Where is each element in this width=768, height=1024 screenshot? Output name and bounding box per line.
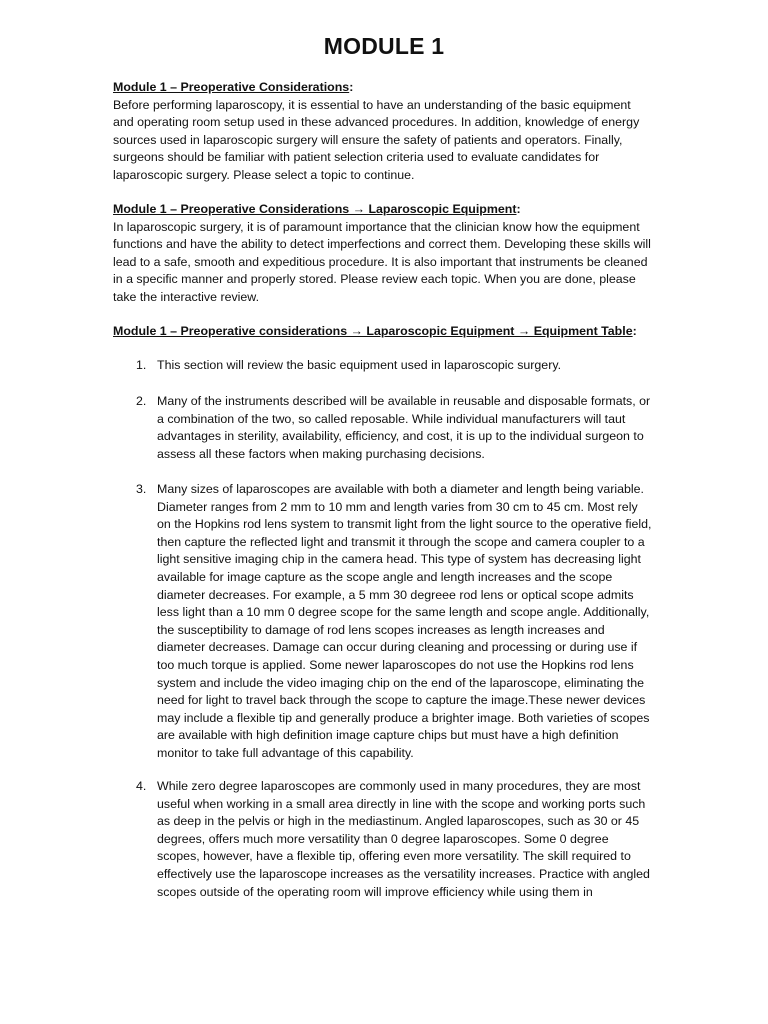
numbered-list <box>113 778 653 901</box>
list-item-number: 4. <box>136 779 147 793</box>
section-laparoscopic-equipment <box>113 201 653 307</box>
page-title: MODULE 1 <box>323 33 445 59</box>
section-heading-text: Module 1 – Preoperative Considerations → Laparoscopic Equipment <box>113 202 517 216</box>
section-heading <box>113 323 653 341</box>
heading-colon: : <box>516 202 521 216</box>
list-item <box>113 778 653 901</box>
list-item <box>113 357 653 375</box>
section-equipment-table <box>113 323 653 341</box>
heading-colon: : <box>632 324 637 338</box>
list-item-text: This section will review the basic equipment used in laparoscopic surgery. <box>157 358 562 372</box>
numbered-list <box>113 481 653 763</box>
section-heading-text: Module 1 – Preoperative Considerations <box>113 80 350 94</box>
section-preoperative <box>113 79 653 185</box>
section-heading <box>113 201 653 219</box>
list-item-text: Many of the instruments described will be available in reusable and disposable formats, or a combination of the two, so called reposable. While individual manufacturers will taut advantages in sterility, availability, efficiency, and cost, it is up to the individual surgeon to assess all these factors when making purchasing decisions. <box>157 394 651 461</box>
section-body: In laparoscopic surgery, it is of paramount importance that the clinician know how the equipment functions and have the ability to detect imperfections and correct them. Developing these skills will lead to a safe, smooth and expeditious procedure. It is also important that instruments be cleaned in a specific manner and properly stored. Please review each topic. When you are done, please take the interactive review. <box>113 219 651 304</box>
list-item-text: While zero degree laparoscopes are commonly used in many procedures, they are most useful when working in a small area directly in line with the scope and working ports such as deep in the pelvis or high in the mediastinum. Angled laparoscopes, such as 30 or 45 degrees, offers much more versatility than 0 degree laparoscopes. Some 0 degree scopes, however, have a flexible tip, offering even more versatility. The skill required to effectively use the laparoscope increases as the versatility increases. Practice with angled scopes outside of the operating room will improve efficiency while using them in <box>157 779 650 899</box>
list-item-number: 1. <box>136 358 147 372</box>
list-item-number: 3. <box>136 482 147 496</box>
heading-colon: : <box>349 80 354 94</box>
list-item-text: Many sizes of laparoscopes are available with both a diameter and length being variable. Diameter ranges from 2 mm to 10 mm and length varies from 30 cm to 45 cm. Most rely on the Hopkins rod lens system to transmit light from the light source to the operative field, then capture the reflected light and transmit it through the scope and camera coupler to a light sensitive imaging chip in the camera head. This type of system has decreasing light available for image capture as the scope angle and length increases and the scope diameter decreases. For example, a 5 mm 30 degreee rod lens or optical scope admits less light than a 10 mm 0 degree scope for the same length and scope angle. Additionally, the susceptibility to damage of rod lens scopes increases as length increases and diameter decreases. Damage can occur during cleaning and processing or during use if too much torque is applied. Some newer laparoscopes do not use the Hopkins rod lens system and include the video imaging chip on the end of the laparoscope, eliminating the need for light to travel back through the scope to capture the image.These newer devices may include a flexible tip and generally produce a brighter image. Both varieties of scopes are available with high definition image capture chips but must have a high definition monitor to take full advantage of this capability. <box>157 482 652 760</box>
list-item <box>113 481 653 763</box>
section-heading-text: Module 1 – Preoperative considerations → Laparoscopic Equipment → Equipment Table <box>113 324 633 338</box>
section-body: Before performing laparoscopy, it is essential to have an understanding of the basic equipment and operating room setup used in these advanced procedures. In addition, knowledge of energy sources used in laparoscopic surgery will ensure the safety of patients and operators. Finally, surgeons should be familiar with patient selection criteria used to evaluate candidates for laparoscopic surgery. Please select a topic to continue. <box>113 97 640 182</box>
list-item-number: 2. <box>136 394 147 408</box>
list-item <box>113 393 653 463</box>
numbered-list <box>113 393 653 463</box>
section-heading <box>113 79 653 97</box>
numbered-list <box>113 357 653 375</box>
